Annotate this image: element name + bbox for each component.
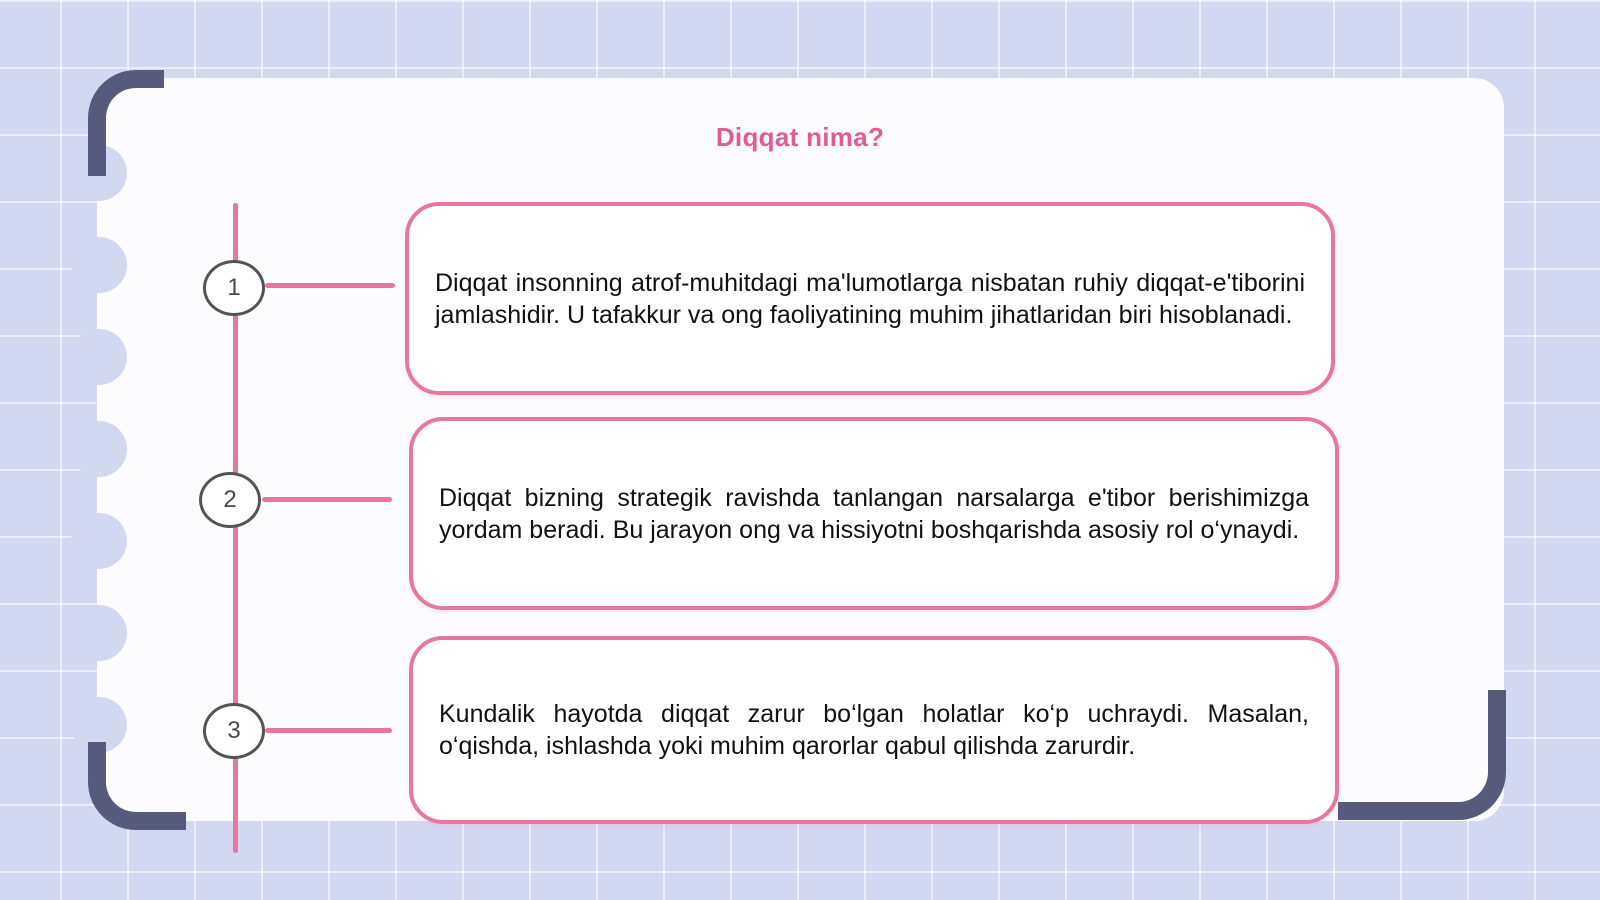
frame-corner-bottom-right: [1338, 690, 1506, 820]
info-card-3: [409, 636, 1339, 824]
connector-line-1: [265, 283, 395, 288]
step-number-3: 3: [203, 703, 265, 759]
step-number-1: 1: [203, 260, 265, 316]
binder-hole: [71, 237, 127, 293]
binder-hole: [71, 513, 127, 569]
slide-title: Diqqat nima?: [715, 122, 885, 152]
binder-hole: [71, 421, 127, 477]
connector-line-2: [262, 497, 392, 502]
info-card-text: Diqqat insonning atrof-muhitdagi ma'lumotlarga nisbatan ruhiy diqqat-e'tiborini jamlashidir. U tafakkur va ong faoliyatining muhim jihatlaridan biri hisoblanadi.: [435, 268, 1305, 329]
info-card-text: Diqqat bizning strategik ravishda tanlangan narsalarga e'tibor berishimizga yordam beradi. Bu jarayon ong va hissiyotni boshqarishda asosiy rol o‘ynaydi.: [439, 483, 1309, 544]
info-card-text: Kundalik hayotda diqqat zarur bo‘lgan holatlar ko‘p uchraydi. Masalan, o‘qishda, ishlashda yoki muhim qarorlar qabul qilishda zarurdir.: [439, 700, 1309, 760]
step-number-2: 2: [199, 472, 261, 528]
binder-hole: [71, 605, 127, 661]
binder-hole: [71, 329, 127, 385]
info-card-2: [409, 417, 1339, 610]
connector-line-3: [265, 728, 392, 733]
frame-corner-bottom-left: [88, 742, 186, 830]
info-card-1: [405, 202, 1335, 395]
